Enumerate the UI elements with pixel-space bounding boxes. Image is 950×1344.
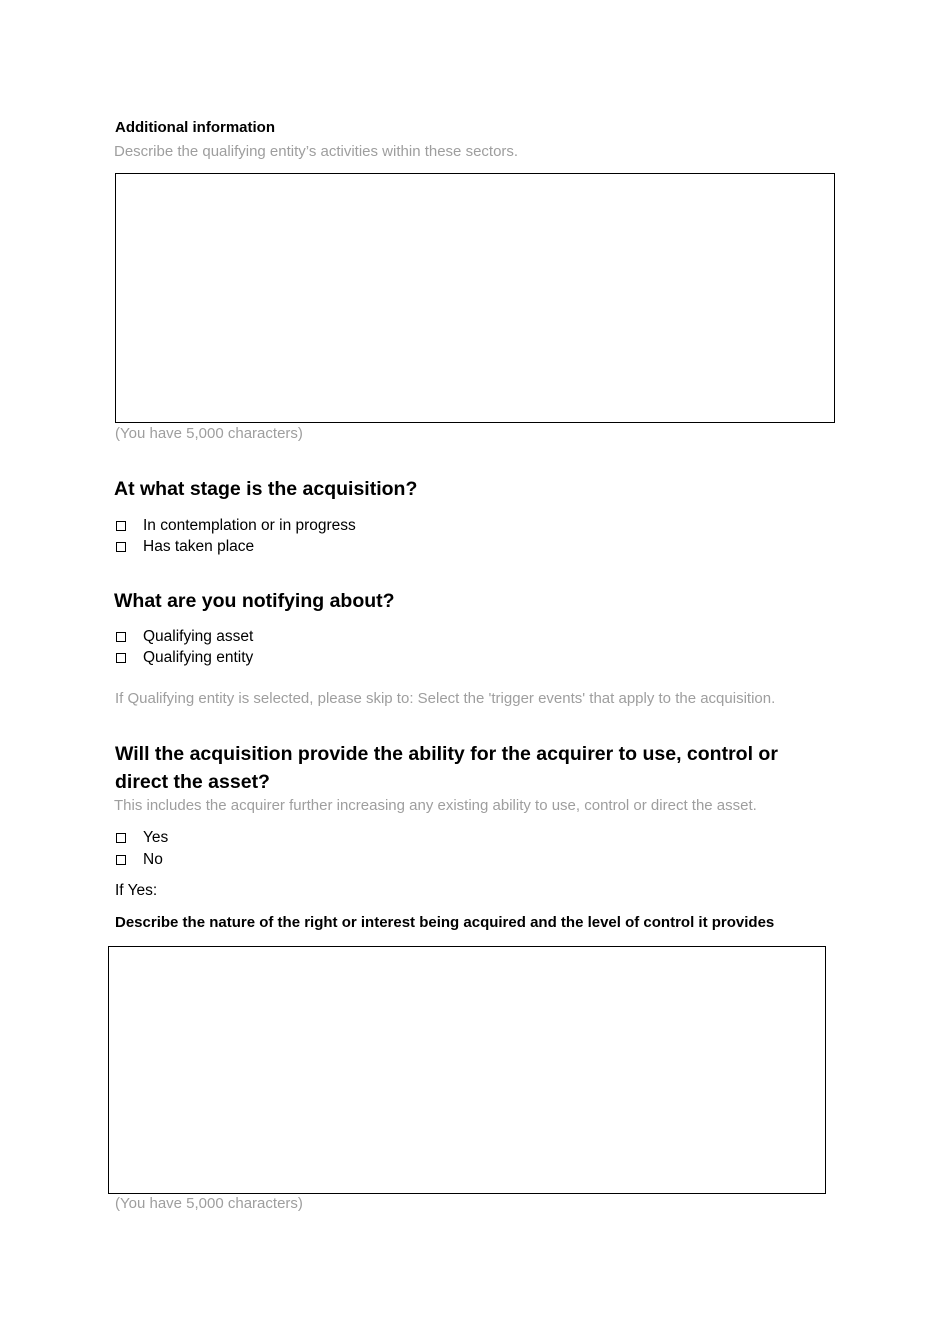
notifying-option-entity[interactable] [116,647,253,668]
option-label: Yes [143,829,169,846]
stage-option-in-progress[interactable] [116,515,356,536]
checkbox[interactable] [116,521,126,531]
stage-question: At what stage is the acquisition? [114,478,418,500]
notifying-question: What are you notifying about? [114,590,395,612]
checkbox[interactable] [116,632,126,642]
if-yes-label: If Yes: [115,882,158,899]
option-label: Qualifying asset [143,627,254,645]
checkbox[interactable] [116,833,126,843]
notifying-options [116,626,253,668]
additional-info-label: Additional information [115,119,275,136]
stage-option-taken-place[interactable] [116,536,356,557]
checkbox[interactable] [116,542,126,552]
describe-control-char-counter: (You have 5,000 characters) [115,1195,303,1212]
control-option-no[interactable] [116,849,168,871]
control-options [116,827,168,871]
control-option-yes[interactable] [116,827,168,849]
describe-control-textarea[interactable] [108,946,826,1194]
checkbox[interactable] [116,855,126,865]
checkbox[interactable] [116,653,126,663]
option-label: No [143,851,163,868]
notifying-option-asset[interactable] [116,626,253,647]
option-label: Has taken place [143,537,255,555]
describe-control-label: Describe the nature of the right or interest being acquired and the level of control it provides [115,914,775,931]
additional-info-hint: Describe the qualifying entity’s activities within these sectors. [114,143,519,160]
control-question: Will the acquisition provide the ability for the acquirer to use, control or direct the asset? [115,743,778,793]
option-label: Qualifying entity [143,648,254,666]
control-hint: This includes the acquirer further increasing any existing ability to use, control or direct the asset. [114,797,757,814]
stage-options [116,515,356,557]
additional-info-char-counter: (You have 5,000 characters) [115,425,303,442]
additional-info-textarea[interactable] [115,173,835,423]
option-label: In contemplation or in progress [143,516,356,534]
notifying-skip-note: If Qualifying entity is selected, please skip to: Select the 'trigger events' that apply to the acquisition. [115,690,776,707]
